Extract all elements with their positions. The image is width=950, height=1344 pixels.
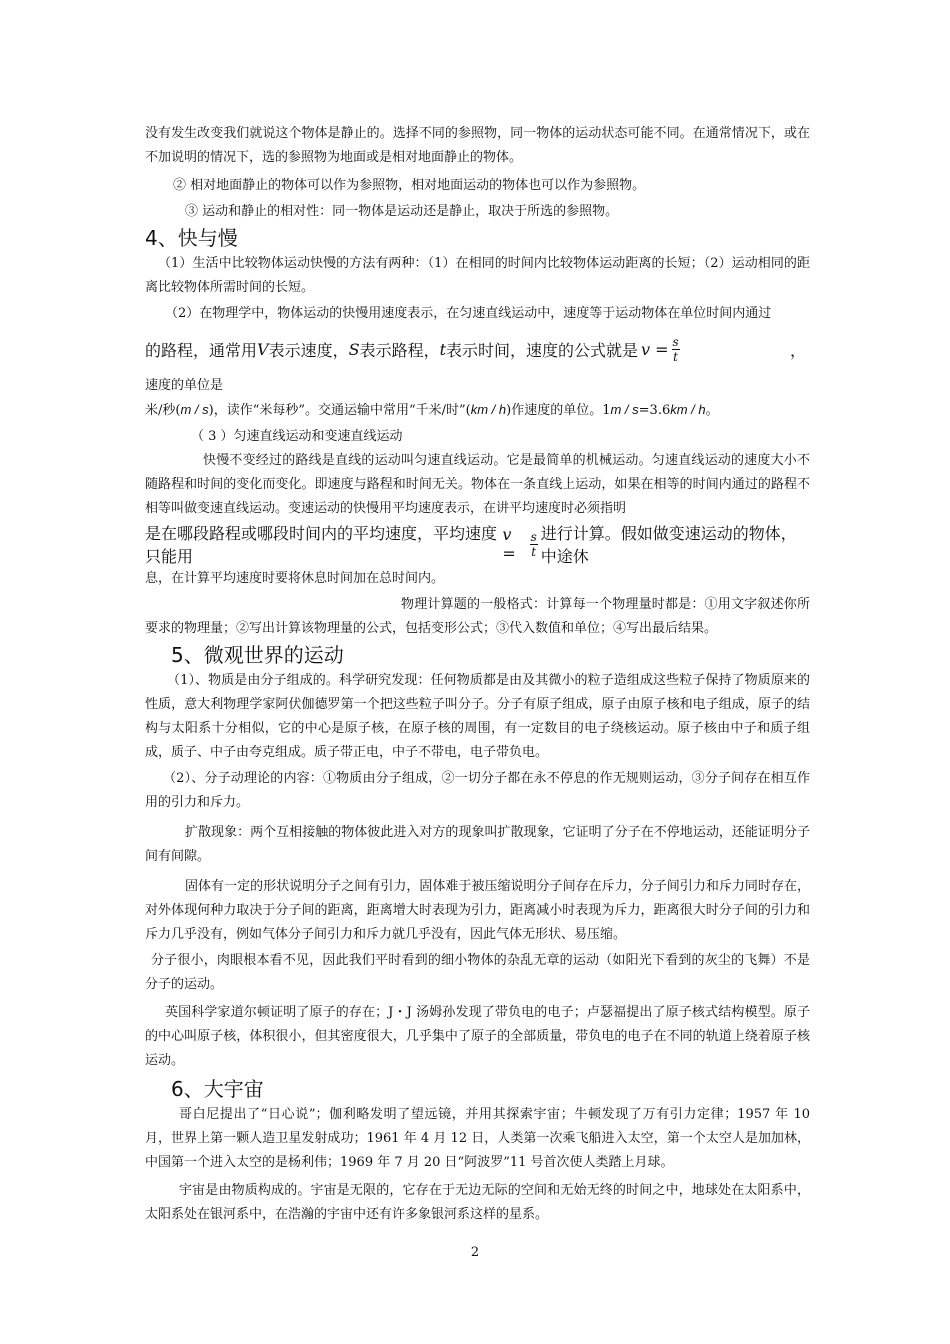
- unit-ms: m / s: [610, 402, 639, 417]
- text-segment: =3.6: [638, 403, 671, 418]
- formula-lhs: v =: [641, 339, 669, 359]
- heading-section-6: 6、大宇宙: [171, 1077, 264, 1101]
- text-segment: 进行计算。假如做变速运动的物体，中途休: [540, 524, 797, 566]
- paragraph-5-1: （1）、物质是由分子组成的。科学研究发现：任何物质都是由及其微小的粒子造组成这些粒子保持了物质原来的性质，意大利物理学家阿伏伽德罗第一个把这些粒子叫分子。分子有原子组成，原子由原子核和电子组成，原子的结构与太阳系十分相似，它的中心是原子核，在原子核的周围，有一定数目的电子绕核运动。原子核由中子和质子组成，质子、中子由夸克组成。质子带正电，中子不带电，电子带负电。: [145, 673, 810, 760]
- unit-kmh: km / h: [470, 402, 507, 417]
- text-segment: 表示路程，: [359, 340, 440, 360]
- formula-lhs: v =: [502, 525, 516, 563]
- text-segment: 米/秒(: [145, 403, 181, 418]
- paragraph-6-2: 宇宙是由物质构成的。宇宙是无限的，它存在于无边无际的空间和无始无终的时间之中，地球处在太阳系中，太阳系处在银河系中，在浩瀚的宇宙中还有许多象银河系这样的星系。: [145, 1183, 810, 1222]
- text-segment: 。: [705, 403, 719, 418]
- symbol-V: V: [257, 339, 269, 359]
- paragraph-reference-frame: 没有发生改变我们就说这个物体是静止的。选择不同的参照物，同一物体的运动状态可能不同。在通常情况下，或在不加说明的情况下，选的参照物为地面或是相对地面静止的物体。: [145, 126, 810, 165]
- text-segment: 是在哪段路程或哪段时间内的平均速度，平均速度只能用: [145, 524, 498, 566]
- speed-unit-label: 速度的单位是: [145, 378, 224, 393]
- paragraph-5-5: 分子很小，肉眼根本看不见，因此我们平时看到的细小物体的杂乱无章的运动（如阳光下看到的灰尘的飞舞）不是分子的运动。: [145, 953, 810, 992]
- paragraph-5-6: 英国科学家道尔顿证明了原子的存在；J・J 汤姆孙发现了带负电的电子；卢瑟福提出了原子核式结构模型。原子的中心叫原子核，体积很小，但其密度很大，几乎集中了原子的全部质量，带负电的电子在不同的轨道上绕着原子核运动。: [145, 1005, 810, 1068]
- document-page: [145, 122, 810, 1227]
- speed-definition-line: [145, 326, 810, 372]
- average-speed-line: [145, 521, 810, 567]
- text-segment: 表示时间，速度的公式就是: [446, 340, 639, 360]
- fraction-denominator: t: [673, 349, 678, 364]
- symbol-S: S: [348, 339, 360, 359]
- paragraph-5-4: 固体有一定的形状说明分子之间有引力，固体难于被压缩说明分子间存在斥力，分子间引力和斥力同时存在，对外体现何种力取决于分子间的距离，距离增大时表现为引力，距离减小时表现为斥力，距离很大时分子间的引力和斥力几乎没有，例如气体分子间引力和斥力就几乎没有，因此气体无形状、易压缩。: [145, 879, 810, 942]
- speed-unit-line: [145, 398, 810, 423]
- text-segment: ，: [789, 340, 806, 360]
- fraction-numerator: s: [672, 334, 679, 349]
- paragraph-5-2: （2）、分子动理论的内容：①物质由分子组成，②一切分子都在永不停息的作无规则运动，③分子间存在相互作用的引力和斥力。: [145, 771, 810, 810]
- subheading-4-3: （ 3 ）匀速直线运动和变速直线运动: [191, 429, 403, 444]
- page-number: 2: [470, 1245, 480, 1260]
- text-segment: 的路程，通常用: [145, 340, 258, 360]
- average-speed-fraction: [530, 530, 538, 559]
- text-segment: )作速度的单位。1: [506, 403, 611, 418]
- text-segment: 表示速度，: [268, 340, 349, 360]
- heading-section-4: 4、快与慢: [145, 226, 238, 250]
- fraction-numerator: s: [530, 529, 537, 544]
- unit-ms: m / s: [180, 402, 209, 417]
- paragraph-4-3-end: 息，在计算平均速度时要将休息时间加在总时间内。: [145, 571, 445, 586]
- paragraph-point-3: ③ 运动和静止的相对性：同一物体是运动还是静止，取决于所选的参照物。: [185, 204, 619, 219]
- unit-kmh: km / h: [670, 402, 706, 417]
- paragraph-6-1: 哥白尼提出了“日心说”；伽利略发明了望远镜，并用其探索宇宙；牛顿发现了万有引力定律；1957 年 10 月，世界上第一颗人造卫星发射成功；1961 年 4 月 12 日，人类第一次乘飞船进入太空，第一个太空人是加加林，中国第一个进入太空的是杨利伟；1969 年 7 月 20 日“阿波罗”11 号首次使人类踏上月球。: [145, 1107, 810, 1170]
- paragraph-4-2: （2）在物理学中，物体运动的快慢用速度表示，在匀速直线运动中，速度等于运动物体在单位时间内通过: [165, 306, 772, 321]
- paragraph-point-2: ② 相对地面静止的物体可以作为参照物，相对地面运动的物体也可以作为参照物。: [173, 178, 646, 193]
- fraction-denominator: t: [531, 544, 537, 559]
- paragraph-5-3: 扩散现象：两个互相接触的物体彼此进入对方的现象叫扩散现象，它证明了分子在不停地运动，还能证明分子间有间隙。: [145, 825, 810, 864]
- paragraph-4-3: 快慢不变经过的路线是直线的运动叫匀速直线运动。它是最简单的机械运动。匀速直线运动的速度大小不随路程和时间的变化而变化。即速度与路程和时间无关。物体在一条直线上运动，如果在相等的时间内通过的路程不相等叫做变速直线运动。变速运动的快慢用平均速度表示，在讲平均速度时必须指明: [145, 453, 810, 516]
- paragraph-4-1: （1）生活中比较物体运动快慢的方法有两种：（1）在相同的时间内比较物体运动距离的长短；（2）运动相同的距离比较物体所需时间的长短。: [145, 256, 810, 295]
- paragraph-calc-format: 物理计算题的一般格式：计算每一个物理量时都是：①用文字叙述你所要求的物理量；②写出计算该物理量的公式，包括变形公式；③代入数值和单位；④写出最后结果。: [145, 597, 810, 636]
- symbol-t: t: [439, 339, 447, 359]
- speed-fraction: [672, 335, 680, 364]
- heading-section-5: 5、微观世界的运动: [171, 643, 344, 667]
- text-segment: )，读作“米每秒”。交通运输中常用“千米/时”(: [208, 403, 471, 418]
